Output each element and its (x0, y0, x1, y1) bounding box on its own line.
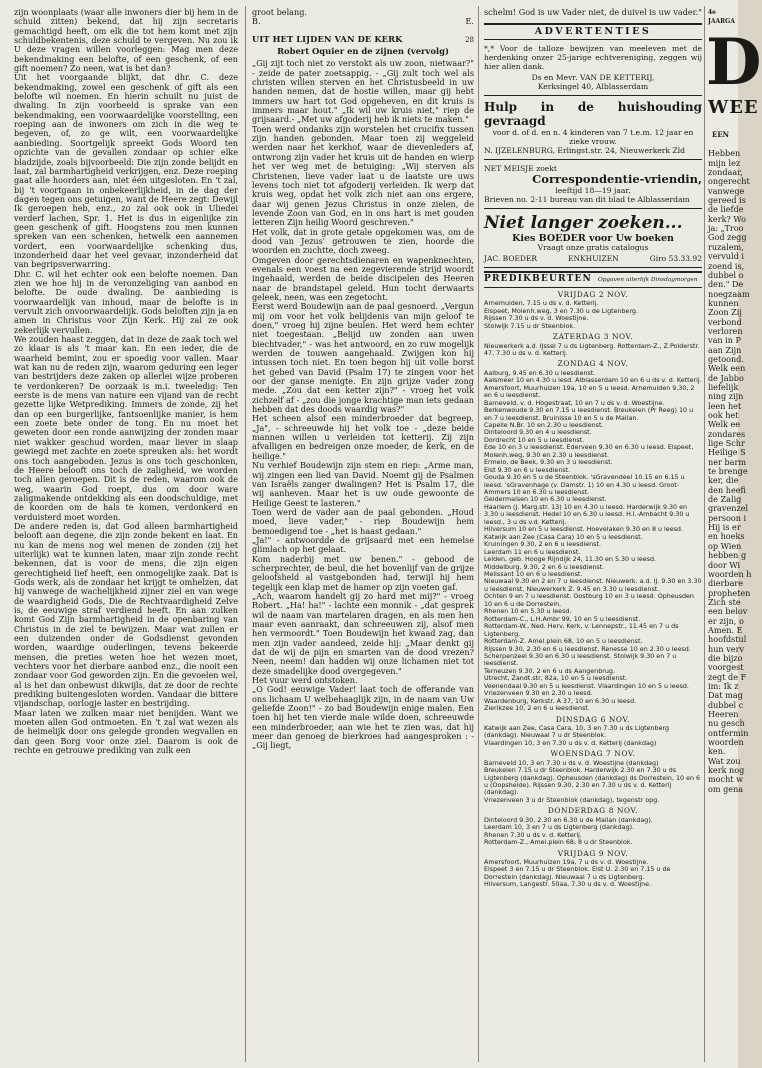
ad-text: Vraagt onze gratis catalogus (537, 242, 649, 252)
schedule-entry: Dinteloord 9.30 en 4 u leesdienst. (484, 429, 592, 437)
sermons-heading (484, 271, 702, 288)
paragraph: Kom naderbij met uw benen." - gebood de scherprechter, de beul, die het bovenlijf van de grijze geloofsheld al vastgebonden had, terwijl hij hem tegelijk een klap met de hamer op zijn voeten gaf. (252, 553, 474, 592)
fragment-line: Zoon Zij (708, 307, 742, 318)
schedule-entry: Kruiningen 9.30, 2 en 6 u leesdienst. (484, 541, 601, 549)
schedule-entry: Nieuwerkerk a.d. IJssel 7 u ds Ligtenberg. Rotterdam-Z., Z.Polderstr. 47, 7.30 u ds v. d. Ketterij. (484, 342, 700, 357)
schedule-entry: Stolwijk 7.15 u dr Steenblok. (484, 322, 576, 330)
masthead-logo: D (706, 24, 762, 100)
fragment-line: ker, die (708, 475, 739, 486)
schedule-entry: Aalsmeer 10 en 4.30 u lesd. Alblasserdam 10 en 6 u ds v. d. Ketterij. Amersfoort, Muurhuizen 19a, 10 en 5 u leesd. Arnemuiden 9.30, 2 en 6 u leesdienst. (484, 377, 702, 400)
schedule-entry: Vriezenveen 3 u dr Steenblok (dankdag), tegenstr opg. (484, 796, 660, 804)
fragment-line: mocht w (708, 774, 744, 785)
fragment-line: zondaar, (708, 167, 743, 178)
paragraph: Maar laten we zulken maar niet benijden. Want we moeten allen God ontmoeten. En 't zal wat wezen als de heimelijk door ons gelegde gronden wegvallen en dan geen Borg voor onze ziel. Daarom is ook de rechte en getrouwe prediking van zulk een (14, 707, 238, 756)
fragment-line: Zich ste (708, 596, 741, 607)
schedule-entry: Rhenen 7.30 u ds v. d. Ketterij. (484, 831, 582, 839)
schedule-entry: Berkenwoude 9.30 en 7.15 u leesdienst. Breukelen (Pr Reeg) 10 u en 7 u leesdienst. Bruinisse 10 en 5 u de Mailan. (484, 407, 694, 422)
ad-title: Correspondentie-vriendin, (532, 171, 702, 186)
schedule-entry: Leerdam 11 en 6 u leesdienst. (484, 548, 581, 556)
schedule-entry: Hilversum, Langestr. 50aa, 7.30 u ds v. d. Woestijne. (484, 881, 652, 889)
fragment-line: zoend is, (708, 260, 745, 271)
fragment-line: getoond. (708, 353, 744, 364)
ad-small-text: NET MEISJE zoekt (484, 163, 557, 173)
fragment-line: Wat zou (708, 755, 741, 766)
article-heading (252, 35, 474, 45)
schedule-entry: Terneuzen 9.30, 2 en 6 u ds Aangenbrug. (484, 667, 615, 675)
fragment-line: om gena (708, 783, 744, 794)
fragment-line: Amen. E (708, 624, 743, 635)
schedule-day-label: ZATERDAG 3 NOV. (552, 332, 634, 342)
fragment-line: ruzalem, (708, 241, 744, 252)
schedule-entry: Ermelo, de Beek, 9.30 en 3 u leesdienst. (484, 459, 613, 467)
schedule-entry: Haarlem (J. Marg.str. 13) 10 en 4.30 u leesd. Harderwijk 9.30 en 3.30 u leesdienst. Hedel 10 en 6.30 u leesd. H.I.-Ambacht 9.30 u leesd., 3 u ds v.d. Ketterij. (484, 503, 690, 526)
fragment-line: er zijn, o (708, 615, 744, 626)
fragment-line: zegt de F (708, 671, 747, 682)
paragraph: Het scheen alsof een minderbroeder dat begreep. „Ja", - schreeuwde hij het volk toe - „deze beide mannen willen u verleiden tot ketterij. Zij zijn afvalligen en bedreigen onze moeder, de kerk, en de heilige." (252, 413, 474, 461)
schedule-entry: Breukelen 7.15 u dr Steenblok. Harderwijk 2.30 en 7.30 u ds Ligtenberg (dankdag). Opheusden (dankdag) ds Dorrestein, 10 en 6 u (Oopsheide). Rijssen 9.30, 2.30 en 7.30 u ds v. d. Ketterij (dankdag). (484, 767, 701, 797)
fragment-line: kerk nog (708, 765, 745, 776)
ad-city: ENKHUIZEN (568, 253, 619, 263)
paragraph: „O God! eeuwige Vader! laat toch de offerande van ons lichaam U welbehaaglijk zijn, in de naam van Uw geliefde Zoon!" - zo bad Boudewijn enige malen. Een toen hij het ten vierde male wilde doen, schreeuwde een minderbroeder, aan wie het te zien was, dat hij meer dan genoeg de bierkroes had aangesproken : - „Gij liegt, (252, 684, 474, 751)
fragment-line: leen het (708, 400, 742, 411)
fragment-line: ontfermin (708, 727, 749, 738)
schedule-day-label: DONDERDAG 8 NOV. (547, 806, 639, 816)
schedule-day-label: WOENSDAG 7 NOV. (550, 749, 636, 759)
ad-address: Kerksingel 40, Alblasserdam (537, 81, 649, 91)
fragment-line: dubbel o (708, 269, 744, 280)
fragment-line: nu gesch (708, 718, 745, 729)
paragraph: Het vuur werd ontstoken. (252, 675, 358, 686)
fragment-line: van in P (708, 335, 742, 346)
closing-line: groot belang. (252, 7, 307, 17)
schedule-entry: Amersfoort, Muurhuizen 19a, 7 u ds v. d. Woestijne. (484, 858, 649, 866)
ads-heading: ADVERTENTIES (484, 23, 702, 39)
fragment-line: verbond (708, 316, 742, 327)
fragment-line: lige Schr (708, 438, 745, 449)
fragment-line: Welk ee (708, 419, 741, 430)
fragment-line: liefelijk (708, 381, 739, 392)
column-divider (245, 6, 246, 1062)
schedule-day-label: VRIJDAG 2 NOV. (557, 290, 629, 300)
fragment-line: propheten (708, 587, 751, 598)
ads-column (484, 8, 702, 889)
ad-text: Brieven no. 2-11 bureau van dit blad te Alblasserdam (484, 194, 690, 204)
paragraph: De andere reden is, dat God alleen barmhartigheid belooft aan degene, die zijn zonde bekent en laat. En nu kan de mens nog wel menen de zonden (zij het uiterlijk) wat te kunnen laten, maar zijn zonde recht bekennen, dat is voor de mens, die zijn eigen gerechtigheid lief heeft, een onmogelijke zaak. Dat is Gods werk, als de zondaar het krijgt te omhelzen, dat hij vanwege de wachelijkheid zijner ziel en van wege de waardigheid Gods, Die de Rechtvaardigheid Zelve is, de eeuwige straf verdiend heeft. En aan zulken komt God Zijn barmhartigheid in de openbaring van Christus in de ziel te bewijzen. Maar wat zullen er een duizenden onder de Godsdienst gevonden worden, waardige ouderlingen, tevens bekeerde mensen, die preties weten hoe het wezen moet, vechters voor het dierbare aanbod enz., die nooit een zondaar voor God geworden zijn. En die gevoelen wel, al is het dan onbewust dikwijls, dat ze door de rechte prediking buitengesloten worden. Vandaar die bittere vijandschap, oorlogje laster en bestrijding. (14, 520, 238, 709)
fragment-line: ook het (708, 410, 739, 420)
volume-label: 4e JAARGA (708, 9, 735, 26)
fragment-line: voorgest (708, 662, 744, 673)
ad-age: leeftijd 18—19 jaar. (555, 185, 631, 195)
masthead-title: WEE (708, 96, 759, 118)
fragment-line: woorden h (708, 568, 752, 579)
fragment-line: gereed is (708, 195, 746, 206)
article-title: UIT HET LIJDEN VAN DE KERK (252, 33, 403, 44)
paragraph: Uit het voorgaande blijkt, dat dhr. C. deze bekendmaking, zowel een geschenk of gift als een belofte wil noemen. En hierin schuilt nu juist de dwaling. In zijn voorbeeld is sprake van een bekendmaking, een voorwaardelijke voorstelling, een roeping aan de inwoners om zich in die weg te begeven, of, zo ge wilt, een voorwaardelijke aanbieding. Soortgelijk spreekt Gods Woord ten opzichte van de gevallen zondaar op schier elke bladzijde, zoals bijvoorbeeld: Die zijn zonde belijdt en laat, zal barmhartigheid verkrijgen, enz. Deze roeping gaat alle hoorders aan, niet één uitgesloten. En 't zal, bij 't voortgaan in onbekeerlijkheid, in de dag der dagen tegen ons getuigen, want de Heere zegt: Dewijl Ik geroepen heb, enz., zo zal ook ook in Uliedei verderf lachen, Spr. 1. Het is dus in eigenlijke zin geen geschenk of gift. Hoogstens zou men kunnen spreken van een schenken, hetwelk een aannemen vordert, een voorwaardelijke schenking dus, inzonderheid daar het veel gevaar, inzonderheid dat van begripsverwarring. (14, 72, 238, 270)
schedule-entry: Veenendaal 9.30 en 5 u leesdienst. Vlaardingen 10 en 5 u leesd. Vriezenveen 9.30 en 2.30 u leesd. (484, 682, 689, 698)
ad-boeder (484, 209, 702, 268)
schedule-entry: Rhenen 10 en 5.30 u leesd. (484, 608, 572, 616)
paragraph: Omgeven door gerechtsdienaren en wapenknechten, evenals een voest na een zegevierende strijd woordt ingehaald, werden de beide discipelen des Heeren naar de brandstapel geleid. Hun tocht derwaarts geleek, neen, was een zegetocht. (252, 254, 474, 302)
fragment-line: ja: „Troo (708, 223, 744, 234)
fragment-line: hoofdstul (708, 634, 747, 645)
fragment-line: mijn lez (708, 157, 741, 168)
ad-script-title: Niet langer zoeken... (484, 212, 683, 233)
fragment-line: een belov (708, 606, 748, 617)
paragraph: Toen werd ondanks zijn worstelen het crucifix tussen zijn handen gebonden. Maar toen zij weggeleid werden naar het kerkhof, waar de dievenleders af, ontwrong zijn vader het kruis uit de handen en wierp het ver weg met de betuiging: „Wij sterven als Christenen, lieve vader laat u de laatste ure uws levens toch niet tot afgoderij verleiden. Ik werp dat kruis weg, opdat het volk zich niet aan ons ergere, daar wij genen Jezus Christus in onze zielen, de levende Zoon van God, en in ons hart is met gouden letteren Zijn heilig Woord geschreven." (252, 123, 474, 228)
schedule-entry: Arnemuiden, 7.15 u ds v. d. Ketterij. (484, 300, 599, 308)
sermons-title: PREDIKBEURTEN (484, 273, 592, 284)
fragment-line: Dat mag (708, 690, 743, 701)
paragraph: „Ach, waarom handelt gij zo hard met mij?" - vroeg Robert. „Ha! ha!" - lachte een monnik - „dat gesprek wil de naam van martelaren dragen, en als men hen maar even aanraakt, dan schreeuwen zij, alsof men hen vermoordt." Toen Boudewijn het kwaad zag, dan men zijn vader aandeed, zeide hij: „Maar denkt gij dat de wij de pijn en smarten van de dood vrezen? Neen, neem! dan hadden wij onze lichamen niet tot deze smadelijke dood overgegeven." (252, 590, 474, 676)
schedule-entry: Leerdam 10, 3 en 7 u ds Ligtenberg (dankdag). (484, 824, 635, 832)
sermons-subtitle: Opgaven uiterlijk Dinsdagmorgen (597, 276, 698, 283)
section-heading: EEN (712, 130, 730, 140)
schedule-entry: Ede 10 en 3 u leesdienst. Ederveen 9.30 en 6.30 u leesd. Elspeet, Molenh.weg, 9.30 en 2.30 u leesdienst. (484, 444, 694, 459)
fragment-line: verloren (708, 325, 743, 336)
article-number: 28 (465, 35, 474, 44)
schedule-entry: Leiden, geb. Hooge Rijndijk 24, 11.30 en 5.30 u leesd. (484, 556, 657, 564)
paragraph: Toen werd de vader aan de paal gebonden. „Houd moed, lieve vader," - riep Boudewijn hem bemoedigend toe - „het is haast gedaan." (252, 506, 474, 536)
schedule-entry: Elst 9.30 en 6 u leesdienst. (484, 466, 571, 474)
fragment-line: den." De (708, 279, 744, 290)
schedule-entry: Ochten 9 en 7 u leesdienst. Oostburg 10 en 3 u leesd. Opheusden 10 en 6 u de Dorrestein. (484, 593, 694, 608)
column-divider (478, 6, 479, 1062)
signature (252, 17, 474, 26)
fragment-line: ongerecht (708, 176, 750, 187)
fragment-line: Heilige S (708, 447, 746, 458)
next-page-strip (706, 8, 762, 1068)
ad-title: Kies BOEDER voor Uw boeken (512, 232, 674, 244)
fragment-line: kerk? Wo (708, 213, 747, 224)
fragment-line: dubbel c (708, 699, 744, 710)
fragment-line: God zegg (708, 232, 747, 243)
paragraph: Eerst werd Boudewijn aan de paal gesnoerd. „Vergun mij om voor het volk belijdenis van mijn geloof te doen," vroeg hij zijne beulen. Het werd hem echter niet toegestaan. „Belijd uw zonden aan uwen biechtvader," - was het antwoord, en zo ruw mogelijk werden de touwen aangehaald. Zwijgen kon hij intussen toch niet. En toen begon hij uit volle borst het gebed van David (Psalm 17) te zingen voor het oor der ganse menigte. En zijn grijze vader zong mede. „Zou dat een ketter zijn?" - vroeg het volk zichzelf af - „zou die jonge krachtige man iets gedaan hebben dat des doods waardig was?" (252, 301, 474, 415)
fragment-line: die bijzo (708, 652, 743, 663)
schedule-entry: Geldermalsen 10 en 6.30 u leesdienst. (484, 496, 607, 504)
schedule-entry: Dinteloord 9.30, 2.30 en 6.30 u de Mailan (dankdag). (484, 816, 653, 824)
fragment-line: te brenge (708, 466, 748, 477)
schedule-entry: Waardenburg, Kerkstr. A 37, 10 en 6.30 u leesd. (484, 697, 637, 705)
paragraph: Dhr. C. wil het echter ook een belofte noemen. Dan zien we hoe hij in de veronzeliging van aanbod en belofte. De oude dwaling. De aanbieding is voorwaardelijk van inhoud, maar de belofte is in vervult zich onvoorwaardelijk. Gods beloften zijn ja en amen in Christus voor Zijn Kerk. Hij zal ze ook zekerlijk vervullen. (14, 268, 238, 335)
schedule-entry: Dordrecht 10 en 5 u leesdienst. (484, 436, 585, 444)
fragment-line: aan Zijn (708, 344, 742, 355)
ad-thanks (484, 40, 702, 96)
fragment-line: noegzaam (708, 288, 750, 299)
schedule-entry: Capelle N.Br. 10 en 2.30 u leesdienst. (484, 421, 604, 429)
schedule-entry: Elspeet 3 en 7.15 u dr Steenblok. Elst U. 2.30 en 7.15 u de Dorrestein (dankdag). Nieuwaal 7 u ds Ligtenberg. (484, 866, 671, 881)
schedule-entry: Rotterdam-C., L.H.Ambr 99, 10 en 5 u leesdienst. (484, 615, 641, 623)
schedule-entry: Aalburg, 9.45 en 6.30 u leesdienst. (484, 369, 596, 377)
fragment-line: woorden (708, 737, 744, 748)
fragment-line: door Wi (708, 559, 741, 570)
fragment-line: op Wien (708, 540, 742, 551)
paragraph: „Ja!" - antwoordde de grijsaard met een hemelse glimlach op het gelaat. (252, 534, 474, 555)
schedule-entry: Nieuwaal 9.30 en 2 en 7 u leesdienst. Nieuwerk. a.d. IJ. 9.30 en 3.30 u leesdienst. Nieuwerkerk Z. 9.45 en 3.30 u leesdienst. (484, 578, 702, 593)
paragraph: Het volk, dat in grote getale opgekomen was, om de dood van Jezus' getrouwen te zien, hoorde die woorden en zuchtte, doch zweeg. (252, 226, 474, 256)
fragment-line: de liefde (708, 204, 744, 215)
schedule-entry: Middelburg, 9.30, 2 en 6 u leesdienst. (484, 563, 605, 571)
schedule-day-label: VRIJDAG 9 NOV. (557, 848, 629, 858)
schedule-entry: Barneveld 10, 3 en 7.30 u ds v. d. Woestijne (dankdag) (484, 759, 659, 767)
fragment-line: ner barm (708, 456, 746, 467)
paragraph: schelm! God is uw Vader niet, de duivel is uw vader." (484, 7, 702, 17)
fragment-line: Hebben (708, 148, 741, 159)
ad-household-help (484, 96, 702, 160)
fragment-line: gravenzel (708, 503, 749, 514)
ad-address: N. IJZELENBURG, Erlingst.str. 24, Nieuwerkerk Zld (484, 145, 685, 155)
paragraph: We zouden haast zeggen, dat in deze de zaak toch wel zo klaar is als 't maar kan. En een ieder, die de waarheid bemint, zou er spoedig voor vallen. Maar wat kan nu de reden zijn, waarom geduring een leger van bestrijders deze zaken op allerlei wijze proberen te verdonkeren? De oorzaak is m.i. tweeledig: Ten eerste is de mens van nature een vijand van de recht gezette lijke Wetprediking. Immers de zonde, zij het dan op een burgerlijke, fantsoenlijke manier, is hem een zoete bete onder de tong. En nu moet het geweten door een ronde aanwijzing der zonden maar niet wakker geschud worden, maar liever in slaap gewiegd met zachte en zoete spreuken als: het wordt ons toch aangeboden. Jezus is ons toch geschonken, de Heere belooft ons toch de zaligheid, we worden toch allen geroepen. Dit is de reden, waarom ook de weg, waarin God roept, dus om door ware zaligmakende ontdekking als een doodschuldige, met de koorden om de hals te komen, verdonkerd en verduisterd moet worden. (14, 334, 238, 522)
paragraph: „Gij zijt toch niet zo verstokt als uw zoon, nietwaar?" - zeide de pater zoetsappig. - „Gij zult toch wel als christen willen sterven en het Christusbeeld in uw handen nemen, dat de hostie willen, maar gij hebt immers uw hart tot God opgeheven, en dit kruis is immers maar hout." „Ik wil uw kruis niet," riep de grijsaard.- „Met uw afgoderij heb ik niets te maken." (252, 58, 474, 125)
ad-text: voor d. of d. en n. 4 kinderen van 7 t.e.m. 12 jaar en zieke vrouw. (492, 127, 694, 146)
schedule-entry: Utrecht, Zandt.str, 82a, 10 en 5 u leesdienst. (484, 675, 628, 683)
fragment-line: persoon i (708, 512, 747, 523)
fragment-line: vanwege (708, 185, 745, 196)
fragment-line: den heefi (708, 484, 746, 495)
article-column-1 (14, 8, 238, 756)
schedule-entry: Scherpenzeel 9.30 en 6.30 u leesdienst. Stolwijk 9.30 en 7 u leesdienst. (484, 653, 677, 668)
ad-title: Hulp in de huishouding gevraagd (484, 99, 702, 128)
schedule-entry: Rotterdam-Z., Amel.plein 68, 8 u dr Steenblok. (484, 839, 633, 847)
schedule-entry: Melissant 10 en 6 u leesdienst. (484, 571, 583, 579)
schedule-day-label: ZONDAG 4 NOV. (557, 359, 629, 369)
ad-text: *,* Voor de talloze bewijzen van meeleven met de herdenking onzer 25-jarige echtvereniging, zeggen wij hier allen dank. (484, 43, 702, 71)
column-divider (704, 6, 705, 1062)
schedule-entry: Elspeet, Molenh.weg, 3 en 7.30 u de Ligtenberg. (484, 307, 638, 315)
fragment-line: kunnen (708, 297, 739, 308)
text-fragment (708, 148, 752, 794)
fragment-line: de Jabbo (708, 372, 744, 383)
article-column-2 (252, 8, 474, 751)
ad-company: JAC. BOEDER (484, 253, 538, 263)
fragment-line: dierbare (708, 578, 744, 589)
fragment-line: Heeren (708, 709, 739, 719)
fragment-line: ken. (708, 746, 726, 757)
fragment-line: vervuld i (708, 251, 744, 262)
schedule-entry: Barneveld, v. d. Hogestraat, 10 en 7 u ds v. d. Woestijne. (484, 399, 665, 407)
schedule-entry: Rotterdam-Z. Amel.plein 68, 10 en 5 u leesdienst. (484, 638, 643, 646)
schedule-entry: Rijssen 9.30, 2.30 en 6 u leesdienst. Renesse 10 en 2.30 u leesd. (484, 645, 691, 653)
fragment-line: hun verv (708, 643, 745, 654)
signature-left: B. (252, 16, 261, 27)
schedule-entry: Vlaardingen 10, 3 en 7.30 u ds v. d. Ketterij (dankdag) (484, 739, 657, 747)
fragment-line: Welk een (708, 363, 746, 374)
schedule-entry: Rijssen 7.30 u ds v. d. Woestijne. (484, 315, 589, 323)
ad-correspondence (484, 160, 702, 209)
fragment-line: hebben g (708, 550, 747, 561)
schedule-entry: Zierikzee 10, 2 en 6 u leesdienst. (484, 705, 590, 713)
schedule-entry: Hilversum 10 en 5 u leesdienst. Hoevelaken 9.30 en 8 u leesd. (484, 526, 683, 534)
schedule-entry: Katwijk aan Zee, Casa Cara, 10, 3 en 7.30 u ds Ligtenberg (dankdag). Nieuwaal 7 u dr Steenblok. (484, 724, 670, 740)
schedule-entry: Rotterdam-W., Ned. Herv. Kerk, v. Lennepstr., 11.45 en 7 u ds Ligtenberg. (484, 623, 679, 638)
fragment-line: Hij is er (708, 522, 741, 533)
schedule-day-label: DINSDAG 6 NOV. (555, 714, 631, 724)
signature-right: E. (465, 16, 474, 27)
schedule-entry: Katwijk aan Zee (Casa Cara) 10 en 5 u leesdienst. (484, 533, 643, 541)
ad-giro: Giro 53.33.92 (649, 253, 702, 263)
fragment-line: de Zalig (708, 494, 742, 505)
fragment-line: zondares (708, 428, 746, 439)
fragment-line: en hoeks (708, 531, 745, 542)
paragraph: zijn woonplaats (waar alle inwoners dier bij hem in de schuld zitten) bekend, dat hij zijn secretaris gemachtigd heeft, om elk die tot hem komt met zijn schuldbekentenis, deze schuld te vergeven. Nu zou ik U deze vragen willen voorleggen: Mag men deze bekendmaking een belofte, of een geschenk, of een gift noemen? Zo neen, wat is het dan? (14, 7, 238, 74)
ad-contact (484, 254, 702, 263)
schedule-entry: Gouda 9.30 en 5 u de Steenblok. 'sGravendeel 10.15 en 6.15 u leesd. 'sGravenhage (v. Damstr. 1) 10 en 4.30 u leesd. Groot-Ammers 10 en 6.30 u leesdienst. (484, 474, 685, 497)
sermon-schedule (484, 290, 702, 889)
ad-signature: Ds en Mevr. VAN DE KETTERIJ, (531, 72, 655, 82)
article-subtitle: Robert Oquier en de zijnen (vervolg) (277, 46, 449, 57)
paragraph: Nu verhief Boudewijn zijn stem en riep: „Arme man, wij zingen een lied van David. Noemt gij de Psalmen van Israëls zanger dwalingen? Het is Psalm 17, die wij aanheven. Maar het is uw oude gewoonte de Heilige Geest te lasteren." (252, 460, 474, 508)
fragment-line: im: Ik z (708, 680, 739, 691)
fragment-line: ning zijn (708, 391, 744, 402)
